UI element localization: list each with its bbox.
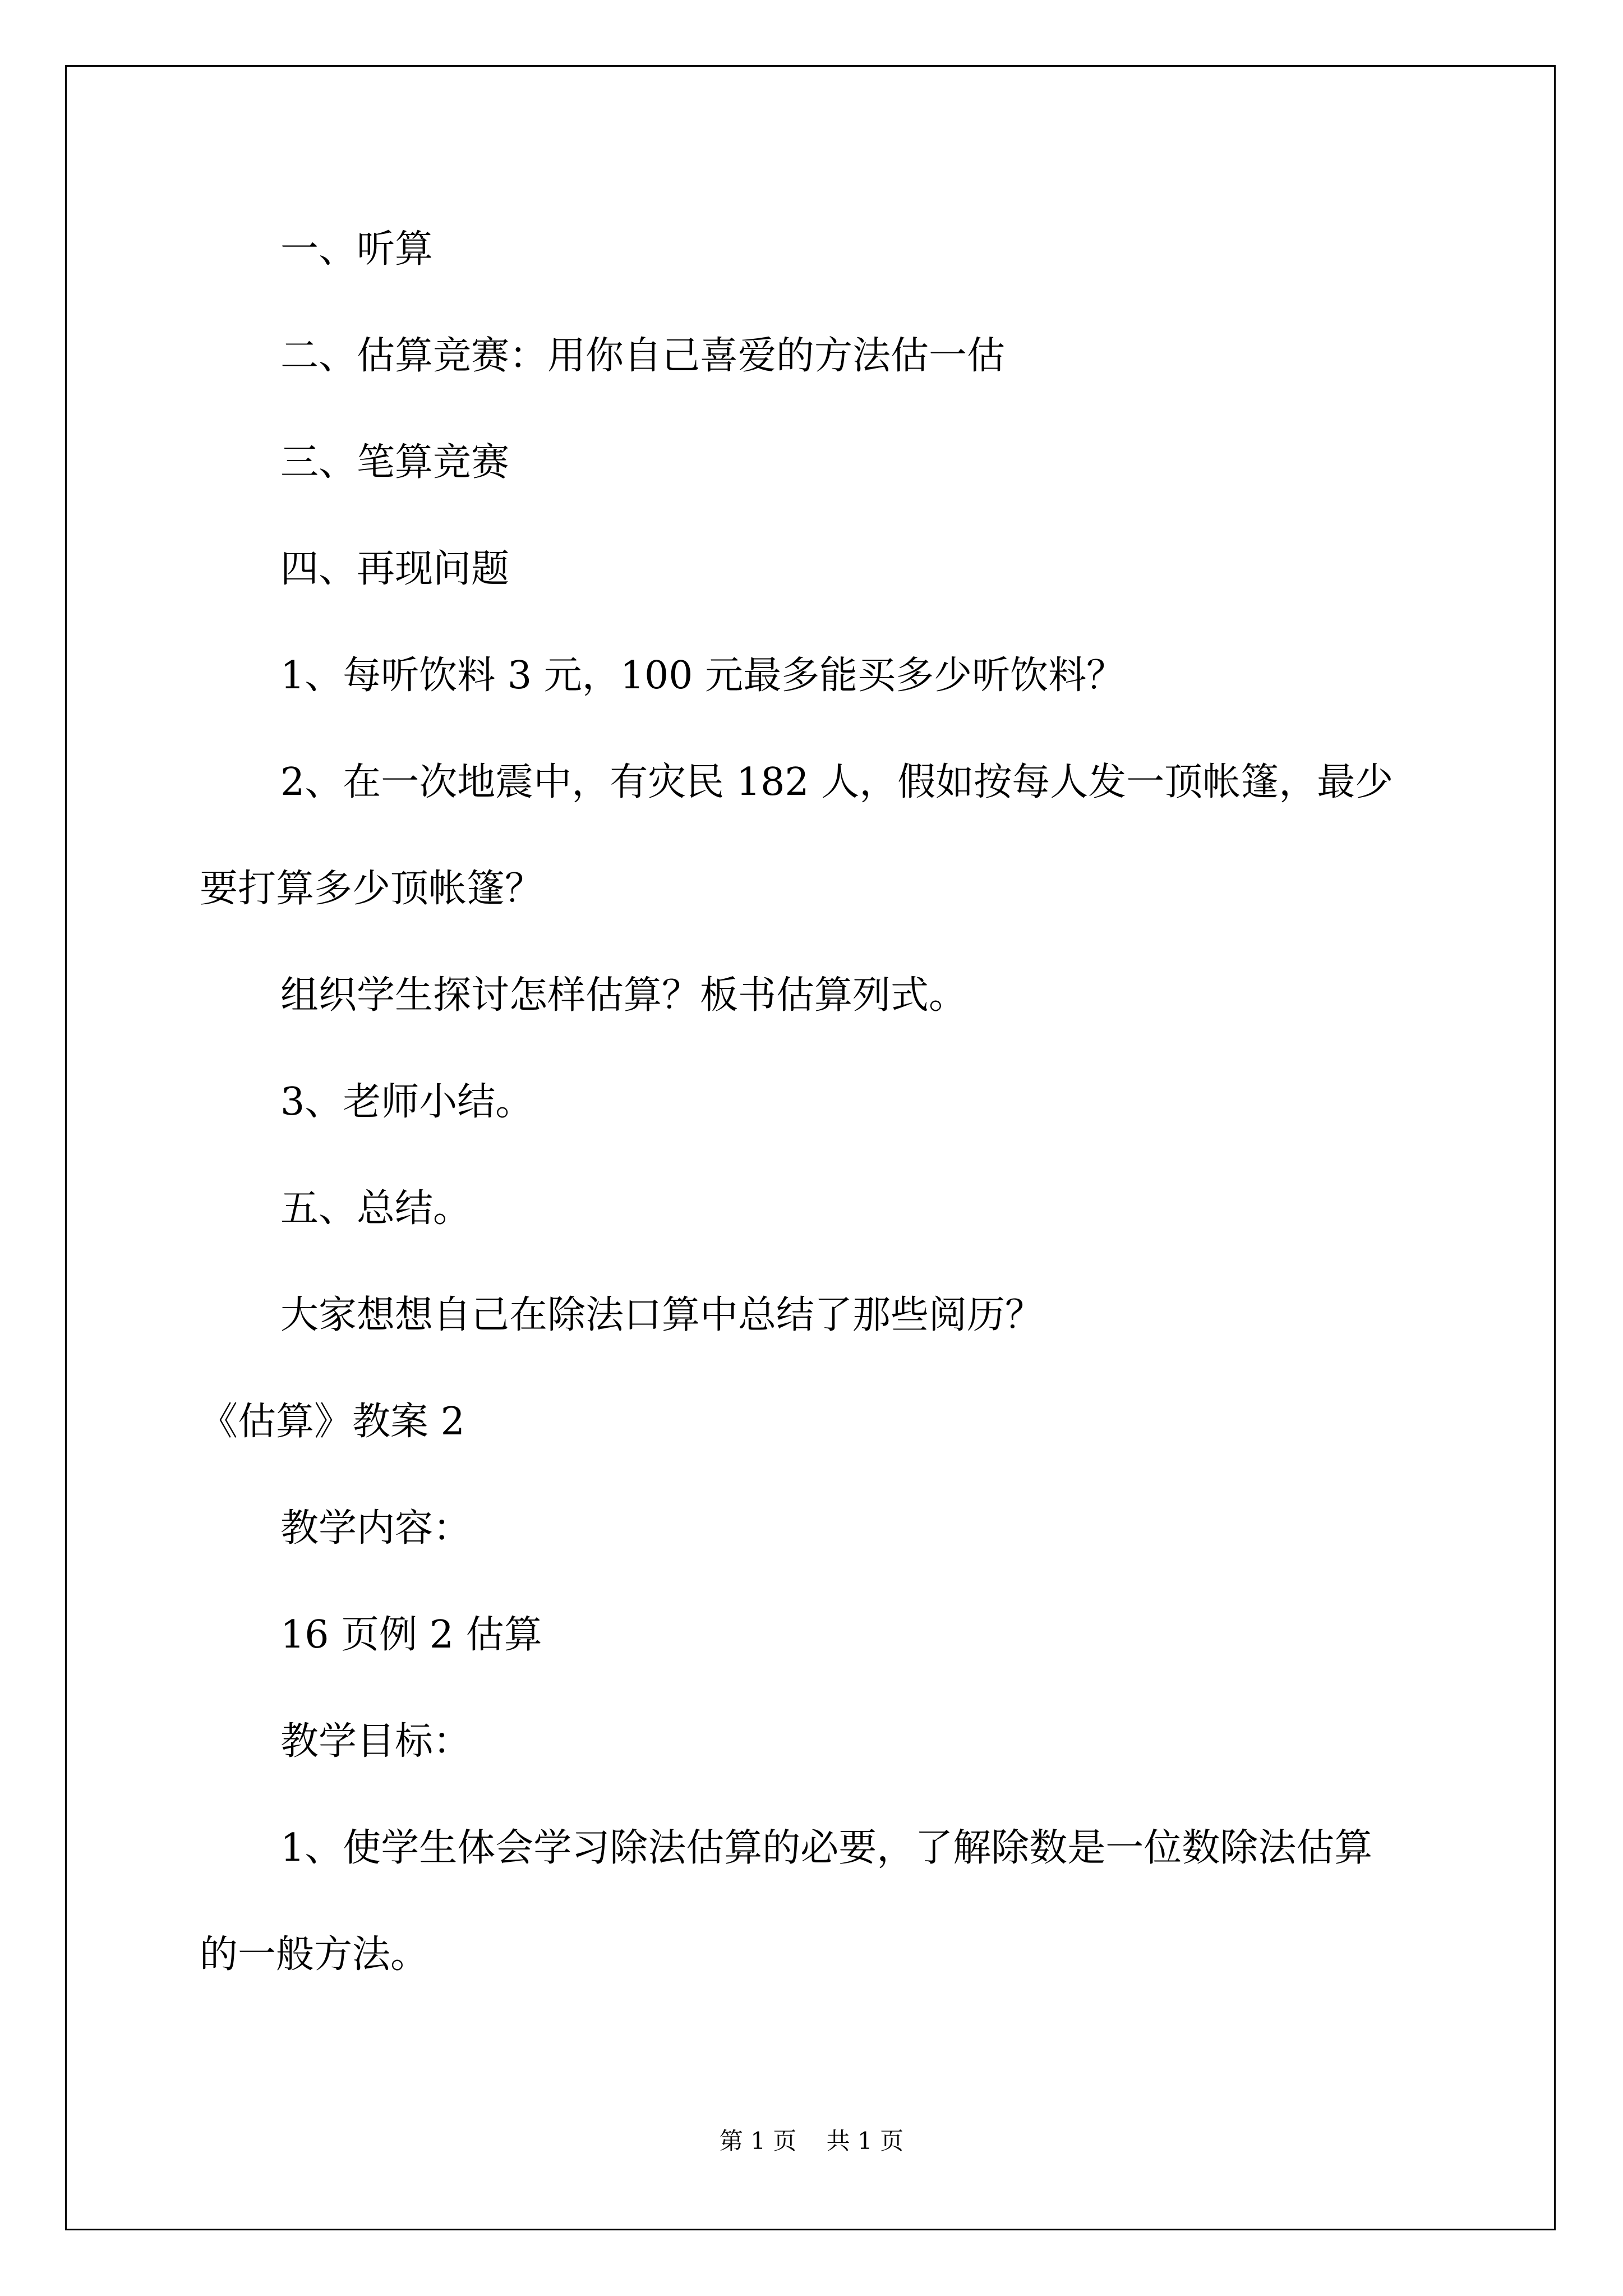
paragraph-line: 16 页例 2 估算: [280, 1613, 542, 1657]
paragraph-line: 五、总结。: [280, 1186, 472, 1231]
paragraph-line: 四、再现问题: [280, 547, 510, 591]
paragraph-line: 二、估算竞赛：用你自己喜爱的方法估一估: [280, 334, 1006, 378]
paragraph-line: 1、每听饮料 3 元，100 元最多能买多少听饮料？: [280, 654, 1125, 698]
paragraph-line: 2、在一次地震中，有灾民 182 人，假如按每人发一顶帐篷，最少: [280, 760, 1394, 804]
paragraph-line: 要打算多少顶帐篷？: [200, 867, 543, 911]
page-frame: [65, 65, 1556, 2230]
paragraph-line: 3、老师小结。: [280, 1080, 534, 1124]
page-total: 共 1 页: [826, 2127, 904, 2155]
paragraph-line: 1、使学生体会学习除法估算的必要，了解除数是一位数除法估算: [280, 1826, 1373, 1870]
paragraph-line: 一、听算: [280, 227, 434, 272]
paragraph-line: 教学目标：: [280, 1719, 472, 1764]
paragraph-line: 三、笔算竞赛: [280, 440, 510, 485]
page-footer: [0, 2127, 1623, 2155]
section-heading: 《估算》教案 2: [200, 1400, 465, 1444]
paragraph-line: 教学内容：: [280, 1506, 472, 1550]
paragraph-line: 大家想想自己在除法口算中总结了那些阅历？: [280, 1293, 1044, 1337]
paragraph-line: 组织学生探讨怎样估算？板书估算列式。: [280, 973, 967, 1018]
page-number: 第 1 页: [719, 2127, 797, 2155]
paragraph-line: 的一般方法。: [200, 1932, 429, 1977]
